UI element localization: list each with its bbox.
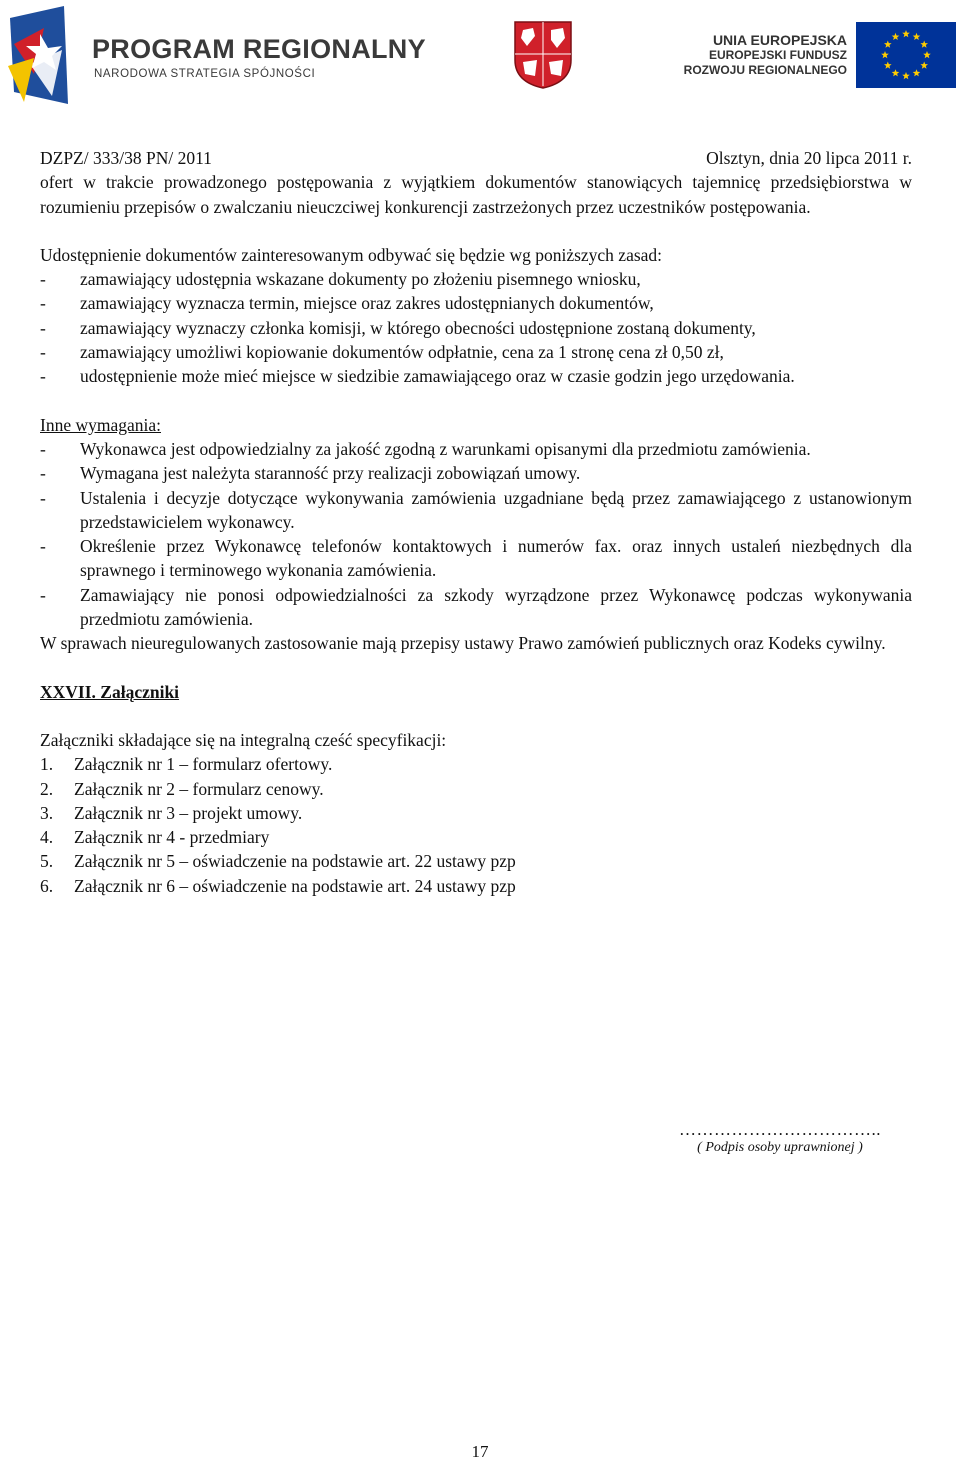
bullet: -	[40, 317, 46, 338]
list-item	[40, 777, 912, 801]
intro-paragraph: ofert w trakcie prowadzonego postępowania z wyjątkiem dokumentów stanowiących tajemnicę przedsiębiorstwa w rozumieniu przepisów o zwalczaniu nieuczciwej konkurencji zastrzeżonych przez uczestników postępowania.	[40, 172, 912, 217]
requirement-text: Zamawiający nie ponosi odpowiedzialności za szkody wyrządzone przez Wykonawcę podczas wykonywania przedmiotu zamówienia.	[80, 584, 912, 630]
attachment-text: Załącznik nr 5 – oświadczenie na podstawie art. 22 ustawy pzp	[74, 851, 516, 872]
attachment-text: Załącznik nr 3 – projekt umowy.	[74, 802, 303, 823]
attachment-text: Załącznik nr 6 – oświadczenie na podstawie art. 24 ustawy pzp	[74, 875, 516, 896]
rule-text: zamawiający umożliwi kopiowanie dokumentów odpłatnie, cena za 1 stronę cena zł 0,50 zł,	[80, 342, 724, 363]
list-item	[40, 316, 912, 340]
requirement-text: Określenie przez Wykonawcę telefonów kontaktowych i numerów fax. oraz innych ustaleń niezbędnych dla sprawnego i terminowego wykonania zamówienia.	[80, 536, 912, 581]
item-number: 1.	[40, 754, 54, 775]
program-subtitle: NARODOWA STRATEGIA SPÓJNOŚCI	[94, 68, 316, 80]
list-item	[40, 291, 912, 315]
eu-line-1: UNIA EUROPEJSKA	[712, 32, 847, 48]
list-item	[40, 364, 912, 388]
bullet: -	[40, 438, 46, 459]
list-item	[40, 437, 912, 461]
signature-block	[660, 1120, 900, 1156]
bullet: -	[40, 269, 46, 290]
signature-line: ……………………………..	[679, 1120, 881, 1139]
list-item	[40, 752, 912, 776]
list-item	[40, 340, 912, 364]
item-number: 6.	[40, 875, 54, 896]
eu-line-3: ROZWOJU REGIONALNEGO	[683, 63, 847, 77]
bullet: -	[40, 366, 46, 387]
item-number: 4.	[40, 827, 54, 848]
eu-flag-icon	[856, 22, 956, 88]
attachments-list	[40, 752, 912, 898]
reference-line	[40, 146, 912, 170]
program-title: PROGRAM REGIONALNY	[92, 34, 426, 64]
item-number: 5.	[40, 851, 54, 872]
rules-list	[40, 267, 912, 388]
attachments-intro: Załączniki składające się na integralną cześć specyfikacji:	[40, 729, 447, 750]
section-title: XXVII. Załączniki	[40, 681, 180, 702]
item-number: 2.	[40, 778, 54, 799]
list-item	[40, 534, 912, 583]
list-item	[40, 874, 912, 898]
rule-text: zamawiający wyznaczy członka komisji, w którego obecności udostępnione zostaną dokumenty,	[80, 317, 756, 338]
bullet: -	[40, 293, 46, 314]
rules-heading: Udostępnienie dokumentów zainteresowanym odbywać się będzie wg poniższych zasad:	[40, 244, 663, 265]
signature-caption: ( Podpis osoby uprawnionej )	[697, 1140, 863, 1155]
list-item	[40, 825, 912, 849]
requirement-text: Ustalenia i decyzje dotyczące wykonywania zamówienia uzgadniane będą przez zamawiającego z ustanowionym przedstawicielem wykonawcy.	[80, 487, 912, 532]
eu-line-2: EUROPEJSKI FUNDUSZ	[708, 48, 847, 62]
attachment-text: Załącznik nr 2 – formularz cenowy.	[74, 778, 324, 799]
document-header	[0, 0, 960, 110]
attachment-text: Załącznik nr 4 - przedmiary	[74, 827, 270, 848]
requirement-text: Wykonawca jest odpowiedzialny za jakość zgodną z warunkami opisanymi dla przedmiotu zamówienia.	[80, 438, 811, 459]
list-item	[40, 486, 912, 535]
bullet: -	[40, 487, 46, 508]
bullet: -	[40, 463, 46, 484]
list-item	[40, 267, 912, 291]
rule-text: udostępnienie może mieć miejsce w siedzibie zamawiającego oraz w czasie godzin jego urzędowania.	[80, 366, 795, 387]
other-requirements-heading: Inne wymagania:	[40, 414, 161, 435]
place-and-date: Olsztyn, dnia 20 lipca 2011 r.	[706, 148, 912, 168]
attachment-text: Załącznik nr 1 – formularz ofertowy.	[74, 754, 333, 775]
bullet: -	[40, 536, 46, 557]
document-body	[40, 146, 912, 898]
closing-paragraph: W sprawach nieuregulowanych zastosowanie mają przepisy ustawy Prawo zamówień publicznych oraz Kodeks cywilny.	[40, 633, 886, 654]
bullet: -	[40, 342, 46, 363]
list-item	[40, 583, 912, 632]
list-item	[40, 801, 912, 825]
page-number: 17	[471, 1442, 489, 1461]
requirement-text: Wymagana jest należyta staranność przy realizacji zobowiązań umowy.	[80, 463, 581, 484]
rule-text: zamawiający udostępnia wskazane dokumenty po złożeniu pisemnego wniosku,	[80, 269, 641, 290]
list-item	[40, 461, 912, 485]
document-reference: DZPZ/ 333/38 PN/ 2011	[40, 148, 212, 168]
rule-text: zamawiający wyznacza termin, miejsce oraz zakres udostępnianych dokumentów,	[80, 293, 654, 314]
item-number: 3.	[40, 802, 54, 823]
bullet: -	[40, 584, 46, 605]
voivodeship-crest-icon	[513, 20, 573, 90]
eu-fund-text	[675, 32, 847, 78]
other-requirements-list	[40, 437, 912, 631]
list-item	[40, 849, 912, 873]
